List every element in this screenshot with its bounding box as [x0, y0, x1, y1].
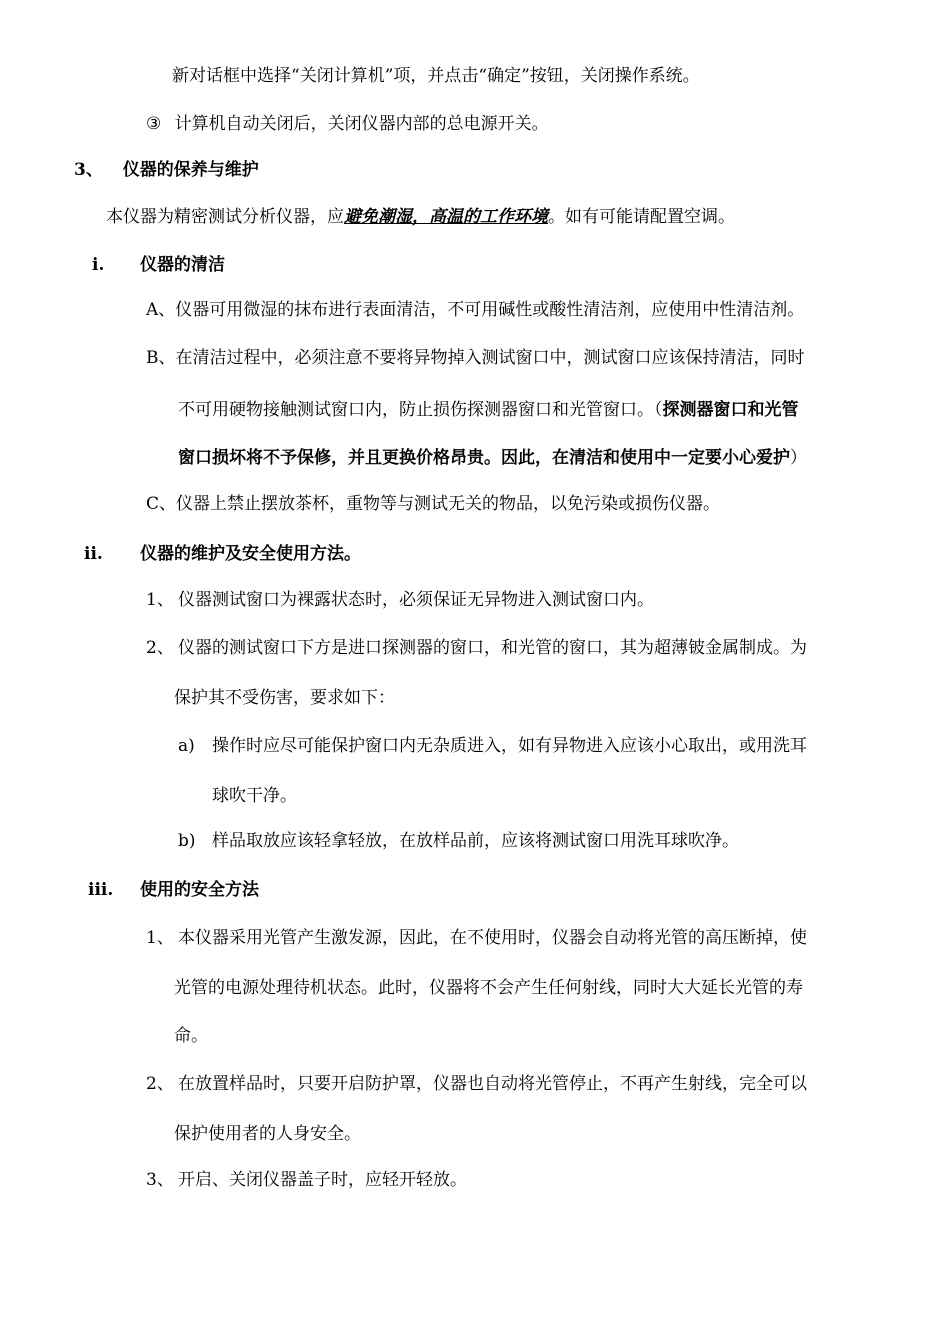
item-letter: a) — [178, 736, 195, 756]
text-span: 本仪器为精密测试分析仪器，应 — [106, 207, 344, 227]
list-item-continuation — [174, 1024, 208, 1048]
section-heading — [74, 158, 259, 182]
text-span: B、在清洁过程中，必须注意不要将异物掉入测试窗口中，测试窗口应该保持清洁，同时 — [146, 348, 805, 368]
item-letter: b) — [178, 831, 196, 851]
list-item-continuation — [174, 686, 395, 710]
subsection-heading — [88, 878, 259, 902]
item-number: 2、 — [146, 638, 174, 658]
text-span: 不可用硬物接触测试窗口内，防止损伤探测器窗口和光管窗口。（ — [178, 400, 663, 420]
sub-list-item — [178, 734, 807, 758]
text-span: 命。 — [174, 1026, 208, 1046]
list-item — [146, 926, 807, 950]
sub-list-item — [178, 829, 739, 853]
subsection-title: 仪器的清洁 — [140, 255, 225, 275]
text-span: 保护其不受伤害，要求如下： — [174, 688, 395, 708]
text-span: 计算机自动关闭后，关闭仪器内部的总电源开关。 — [174, 114, 549, 134]
text-span: 。如有可能请配置空调。 — [548, 207, 735, 227]
text-span: 球吹干净。 — [212, 786, 297, 806]
list-item — [146, 1072, 807, 1096]
text-span: 仪器测试窗口为裸露状态时，必须保证无异物进入测试窗口内。 — [178, 590, 654, 610]
text-span: ） — [790, 448, 807, 468]
bold-text: 探测器窗口和光管 — [662, 400, 799, 420]
subsection-title: 使用的安全方法 — [140, 880, 259, 900]
list-item-continuation — [178, 446, 807, 470]
list-item — [146, 492, 720, 516]
item-number: 1、 — [146, 928, 174, 948]
text-span: C、仪器上禁止摆放茶杯，重物等与测试无关的物品，以免污染或损伤仪器。 — [146, 494, 721, 514]
subsection-number: ii. — [84, 544, 103, 564]
paragraph-line — [172, 64, 700, 88]
item-number: 3、 — [146, 1170, 174, 1190]
bold-text: 窗口损坏将不予保修，并且更换价格昂贵。因此，在清洁和使用中一定要小心爱护 — [178, 448, 790, 468]
list-item-continuation — [174, 976, 803, 1000]
text-span: 本仪器采用光管产生激发源，因此，在不使用时，仪器会自动将光管的高压断掉，使 — [178, 928, 807, 948]
list-item — [146, 588, 654, 612]
text-span: 样品取放应该轻拿轻放，在放样品前，应该将测试窗口用洗耳球吹净。 — [212, 831, 739, 851]
list-item — [146, 298, 804, 322]
paragraph-line — [146, 112, 549, 136]
list-item — [146, 1168, 467, 1192]
subsection-heading — [92, 253, 225, 277]
text-span: 新对话框中选择“关闭计算机”项，并点击“确定”按钮，关闭操作系统。 — [172, 66, 700, 86]
section-title: 仪器的保养与维护 — [122, 160, 259, 180]
subsection-number: i. — [92, 255, 105, 275]
list-item-continuation — [178, 398, 799, 422]
circled-number-marker: ③ — [146, 114, 162, 134]
item-number: 2、 — [146, 1074, 174, 1094]
text-span: 保护使用者的人身安全。 — [174, 1124, 361, 1144]
text-span: 开启、关闭仪器盖子时，应轻开轻放。 — [178, 1170, 467, 1190]
emphasis-text: 避免潮湿，高温的工作环境 — [344, 207, 548, 227]
list-item — [146, 636, 807, 660]
sub-list-item-continuation — [212, 784, 297, 808]
text-span: 操作时应尽可能保护窗口内无杂质进入，如有异物进入应该小心取出，或用洗耳 — [212, 736, 807, 756]
text-span: 光管的电源处理待机状态。此时，仪器将不会产生任何射线，同时大大延长光管的寿 — [174, 978, 803, 998]
text-span: A、仪器可用微湿的抹布进行表面清洁，不可用碱性或酸性清洁剂，应使用中性清洁剂。 — [146, 300, 805, 320]
text-span: 仪器的测试窗口下方是进口探测器的窗口，和光管的窗口，其为超薄铍金属制成。为 — [178, 638, 807, 658]
text-span: 在放置样品时，只要开启防护罩，仪器也自动将光管停止，不再产生射线，完全可以 — [178, 1074, 807, 1094]
list-item-continuation — [174, 1122, 361, 1146]
subsection-heading — [84, 542, 361, 566]
list-item — [146, 346, 805, 370]
item-number: 1、 — [146, 590, 174, 610]
section-number: 3、 — [74, 160, 103, 180]
paragraph-line — [106, 205, 735, 229]
subsection-number: iii. — [88, 880, 114, 900]
subsection-title: 仪器的维护及安全使用方法。 — [140, 544, 361, 564]
